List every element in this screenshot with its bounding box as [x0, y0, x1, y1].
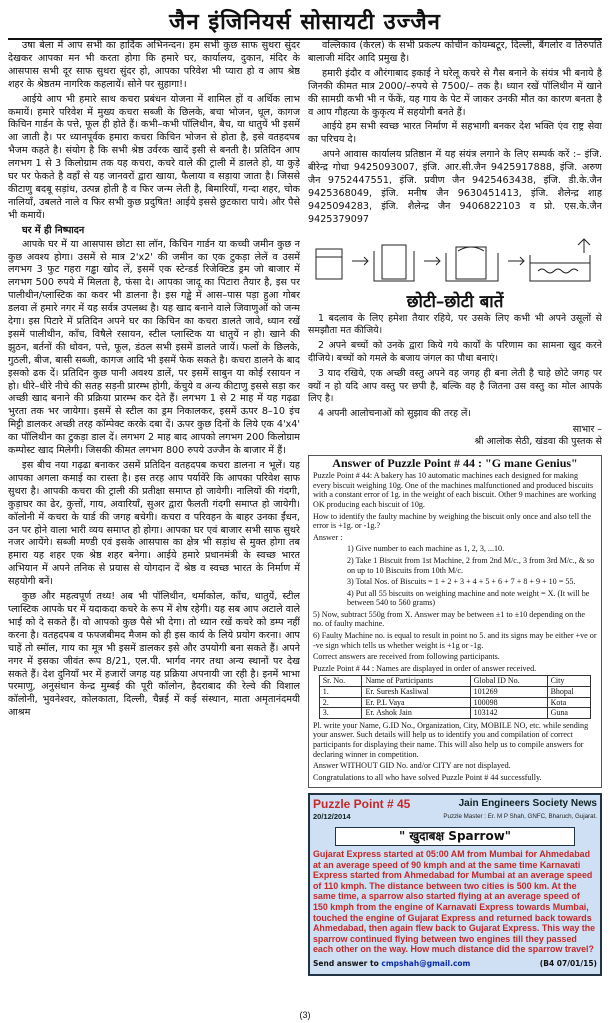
- tip-item: 2 अपने बच्चों को उनके द्वारा किये गये कार्यों के परिणाम का सामना खुद करने दीजिये। बच्चों को गमले के बजाय जंगल का पौधा बनाएं।: [308, 340, 602, 364]
- column-header: City: [547, 676, 591, 687]
- credit-source: श्री आलोक सेठी, खंडवा की पुस्तक से: [474, 436, 602, 448]
- table-cell: Guna: [547, 708, 591, 719]
- puzzle-45-question: Gujarat Express started at 05:00 AM from Mumbai for Ahmedabad at an average speed of 90 kmph and at the same time Karnavati Express started from Ahmedabad for Mumbai at an average speed of 110 kmph. The distance between two cities is 500 km. At the same time, a sparrow also started flying at an average speed of 150 kmph from the engine of Karnavati Express towards Mumbai, touched the engine of Gujarat Express and returned back towards Ahmedabad, then again flew back to Gujarat Express. This way the sparrow continued flying between two engines till they passed each other on the way. How much distance did the sparrow travel?: [313, 849, 596, 955]
- columns: [8, 40, 602, 1010]
- table-cell: 2.: [319, 697, 362, 708]
- table-cell: Er. Suresh Kasliwal: [362, 687, 470, 698]
- article-paragraph: हमारी इंदौर व औरंगाबाद इकाई ने घरेलू कचरे से गैस बनाने के संयंत्र भी बनाये है जिनकी कीमत मात्र 2000/–रुपये से 7500/– तक है। ध्यान रखें पॉलिथीन में खाने की सामग्री कभी भी न फेंकें, यह गाय के पेट में जाकर उनकी मौत का कारण बनता है व आप गौहत्या के कुकृत्य में सहयोगी बनते हैं।: [308, 67, 602, 118]
- puzzle-45-heading: [313, 798, 410, 824]
- table-row: [319, 697, 591, 708]
- section-subhead: घर में ही निष्पादन: [22, 224, 85, 236]
- tip-item: 3 याद रखिये, एक अच्छी वस्तु अपने वह जगह ही बना लेती है चाहे छोटे जगह पर क्यों न हो यदि आप वस्तु पर छपी है, बल्कि वह है जितना उस वस्तु का मोल आपके लिए है।: [308, 368, 602, 404]
- table-cell: Bhopal: [547, 687, 591, 698]
- table-cell: Kota: [547, 697, 591, 708]
- table-row: [319, 687, 591, 698]
- email-link[interactable]: cmpshah@gmail.com: [381, 959, 471, 969]
- tips-list: [308, 313, 602, 421]
- answer-step: 6) Faulty Machine no. is equal to result in point no 5. and its signs may be either +ve or -ve sign which tells us whether weight is +1g or -1g.: [313, 631, 597, 650]
- puzzle-note: Pl. write your Name, G.ID No., Organization, City, MOBILE NO, etc. while sending your answer. Such details will help us to identify you and compilation of correct participants for displaying their name. This will also help us to compile answers for declaring winner in competition.: [313, 720, 589, 759]
- right-column: [308, 40, 602, 1010]
- tip-item: 4 अपनी आलोचनाओं को सुझाव की तरह लें।: [318, 408, 471, 420]
- puzzle-44-title: Answer of Puzzle Point # 44 : "G mane Genius": [332, 455, 578, 470]
- article-paragraph: कुछ और महत्वपूर्ण तथ्य! अब भी पॉलिथीन, थर्माकोल, काँच, धातुयें, स्टील प्लास्टिक आपके घर में यदाकदा कचरे के रूप में शेष रहेगी। यह सब आप अटाले वाले भाई को दे सकते हैं। वो आपको कुछ पैसे भी देगा। तो ध्यान रखें कचरे को डम्प नहीं करना है। वतहदपब व फपजबीमद मैजम को ही इस कार्य के लिये प्रयोग करना। आप चाहें तो स्मॉल, गाय का मूत्र भी इसमें डालकर इसे और उपयोगी बना सकते हैं। अपने नगर में इसका जीवंत रूप 8/21, एल.पी. भार्गव नगर तथा अन्य स्थानों पर देख सकते हैं। देश दुनियाँ भर में हजारों जगह यह प्रक्रिया अपनायी जा रही है। इनमें भाभा परमाणु, अनुसंधान केन्द्र मुम्बई की पूरी कॉलोन, हैदराबाद की रेल्वे की विशाल कॉलोनी, भुवनेश्वर, कोलकाता, दिल्ली, चैन्नई में कई संस्थान, माता अमृतानंदमयी आश्रम: [8, 591, 300, 719]
- issue-code: (B4 07/01/15): [539, 959, 597, 969]
- table-header-row: [319, 676, 591, 687]
- table-cell: 101269: [470, 687, 547, 698]
- table-cell: 3.: [319, 708, 362, 719]
- answer-step: 4) Put all 55 biscuits on weighing machine and note weight = X. (It will be between 540 to 560 grams): [347, 588, 590, 608]
- send-answer-line: [313, 958, 470, 971]
- table-cell: Er. P.L Vaya: [362, 697, 470, 708]
- puzzle-45-brand-block: [443, 798, 597, 824]
- left-column: [8, 40, 300, 1010]
- newsletter-brand: Jain Engineers Society News: [458, 798, 597, 810]
- contact-paragraph: अपने आवास कार्यालय प्रतिष्ठान में यह संयंत्र लगाने के लिए सम्पर्क करें :– इंजि. बीरेन्द्र गोधा 9425093007, इंजि. आर.सी.जैन 9425917888, इंजि. अरुण जैन 9752447551, इंजि. प्रवीण जैन 9425463438, इंजि. डी.के.जैन 9425368049, इंजि. मनीष जैन 9630451413, इंजि. शैलेन्द्र शाह 9425094283, इंजि. शैलेन्द्र जैन 9406822103 व प्रो. एस.के.जैन 9425379097: [308, 149, 602, 225]
- article-paragraph: आईये हम सभी स्वच्छ भारत निर्माण में सहभागी बनकर देश भक्ति एंव राष्ट्र सेवा का परिचय दे।: [308, 121, 602, 146]
- answer-step: 1) Give number to each machine as 1, 2, 3, ...10.: [347, 544, 505, 554]
- answer-step: Puzzle Point # 44 : Names are displayed in order of answer received.: [313, 663, 537, 673]
- puzzle-note: Congratulations to all who have solved Puzzle Point # 44 successfully.: [313, 772, 542, 782]
- puzzle-question: How to identify the faulty machine by weighing the biscuit only once and also tell the error is +1g. or -1g.?: [313, 511, 592, 531]
- table-cell: 1.: [319, 687, 362, 698]
- puzzle-45-title: Puzzle Point # 45: [313, 797, 411, 812]
- credit-label: साभार –: [572, 423, 602, 435]
- article-paragraph: आईये आप भी हमारे साथ कचरा प्रबंधन योजना में शामिल हों व अर्थिक लाभ कमायें। हमारे परिवेश में मुख्य कचरा सब्जी के छिलके, बचा भोजन, धूल, कागज किचिन गार्डन के पत्ते, फूल ही होते हैं। कभी–कभी पॉलिथीन, बैच, या धातुयें भी इसमें आ जाती है। पर ध्यानपूर्वक हमारा कचरा किचिन भोजन से होता है, इसे वतहदपब भैजम कहते है। संयोग है कि सभी श्रेष्ठ उर्वरक खादें इसी से बनती है। प्रतिदिन आप लगभग 1 से 3 किलोग्राम तक यह कचरा, कचरे वाले की ट्राली में डालते हो, या कुड़े घर पर फेकते है वहाँ से यह जानवरों द्वारा खाया, फैलाया व सड़ाया जाता है। जिससे कीटाणु बदबू सड़ांध, उत्पन्न होती है व फिर जन्म लेती है, बिमारियाँ, गन्दा शहर, चोक नालियाँ, उबलते नाले व फिर सभी कुछ प्रदुषित! आईये इससे छुटकारा पाये। और पैसे भी कमायें।: [8, 93, 300, 221]
- answer-step: 3) Total Nos. of Biscuits = 1 + 2 + 3 + 4 + 5 + 6 + 7 + 8 + 9 + 10 = 55.: [347, 577, 576, 587]
- puzzle-45-footer: [313, 958, 597, 971]
- participants-table: [319, 675, 592, 718]
- puzzle-45-box: [308, 793, 602, 976]
- answer-step: 5) Now, subtract 550g from X. Answer may be between ±1 to ±10 depending on the no. of faulty machine.: [313, 609, 586, 629]
- tips-credit: [308, 424, 602, 449]
- article-paragraph: उषा बेला में आप सभी का हार्दिक अभिनन्दन। हम सभी कुछ साफ सुथरा सुंदर देखकर आपका मन भी करता होगा कि हमारे घर, कार्यालय, दुकान, मंदिर के आसपास सभी दूर साफ सुथरा सुंदर हो, आपका परिवेश भी प्यारा हो व आप श्रेष्ठ शहर के श्रेष्ठतम नागरिक कहलायें। सोने पर सुहागा!।: [8, 40, 300, 90]
- table-row: [319, 708, 591, 719]
- table-cell: Er. Ashok Jain: [362, 708, 470, 719]
- column-header: Global ID No.: [470, 676, 547, 687]
- answer-step: 2) Take 1 Biscuit from 1st Machine, 2 from 2nd M/c., 3 from 3rd M/c., & so on up to 10 Biscuits from 10th M/c.: [347, 555, 595, 575]
- puzzle-note: Answer WITHOUT GID No. and/or CITY are not displayed.: [313, 761, 511, 771]
- article-paragraph: इस बीच नया गढ़ढा बनाकर उसमें प्रतिदिन वतहदपब कचरा डालना न भूलें। यह आपका अगला कमाई का रास्ता है। इस तरह आप पर्यावेंरे कि आपका परिवेश साफ सुथरा है। आपकी कचरा की ट्राली की प्रतीक्षा समाप्त हो जावेगी। नालियों की गंदगी, कुड़ाघर का ढेर, कुत्तों, गाय, अवारियाँ, सुअर द्वारा फैलती गंदगी समाप्त हो जायेगी। कॉलोनी में कचरा के यार्ड की जगह बचेगी। कचरा व परिवहन के बाहर उनका ईंधन, उन पर होने वाला भारी व्यय समाप्त हो होगा। आपका घर एवं बाजार सभी साफ सुथरे नजर आयेंगे। सब्जी मण्डी एवं इसके आसपास का क्षेत्र भी सड़ांध से मुक्त होगा तब हमारा यह शहर एक श्रेष्ठ शहर बनेगा। आईये हमारे प्रधानमंत्री के स्वच्छ भारत अभियान में अपने तनिक से प्रयास से योगदान दें श्रेष्ठ व स्वच्छ भारत के निर्माण में सहयोगी बनें।: [8, 460, 300, 588]
- puzzle-45-date: 20/12/2014: [313, 812, 351, 822]
- compost-pit-sketch: [308, 231, 602, 289]
- puzzle-45-header: [313, 798, 597, 824]
- column-header: Name of Participants: [362, 676, 470, 687]
- page-number: (3): [299, 1010, 311, 1020]
- column-header: Sr. No.: [319, 676, 362, 687]
- puzzle-45-subject: " खुदाबक्ष Sparrow": [335, 827, 576, 846]
- article-paragraph: आपके घर में या आसपास छोटा सा लॉन, किचिन गार्डन या कच्ची जमीन कुछ न कुछ अवश्य होगा। उसमें से मात्र 2'x2' की जमीन का एक टुकड़ा लेलें व उसमें लगभग 3 फुट गहरा गड्ढा खोद लें, इसमें एक स्टेन्डर्ड रिजेक्टिड ड्रम जो बाजार में लगभग 500 रुपये में मिलता है, फंसा दे। आपका जादू का पिटारा तैयार है, इस पर पालीथीन/प्लास्टिक का कवर भी डालना है। इस गड्ढे में आस–पास पड़ा हुआ गोबर डलवा लें हमारे नगर में यह सर्वत्र उपलब्ध है। यह खाद बनाने वाले जिवाणुओं को जन्म देगा। इस पिटारे में प्रतिदिन अपने घर का किचिन का कचरा डालते जावे, ध्यान रखें इसमें पालीथीन, काँच, विषैले रसायन, स्टील प्लास्टिक या धातुयें न हो। खाने की झुठन, बर्तनों की धोवन, पत्ते, फूल, डंठल सभी इसमें डालते जायें। फलों के छिलके, गुठली, बीज, बासी सब्जी, कागज आदि भी इसमें फेक सकते है। कचरा डालने के बाद इसको ढक दें। प्रतिदिन कुछ पानी अवश्य डालें, पर इसमें साबुन या कोई रसायन न हो। धीरे–धीरे नीचे की सतह सड़नी प्रारम्भ होगी, केंचुये व अन्य कीटाणु इससे सड़ा कर अच्छी खाद बनाने की प्रक्रिया प्रारम्भ कर देते हैं। लगभग 1 से 2 माह में यह गढ़ढा भुरता तक भर जायेगा। इसमें से स्टील का ड्रम निकालकर, इसमें ऊपर 8–10 इंच मिट्टी डालकर अच्छी तरह कॉम्पेक्ट करके दबा दें। ऊपर कुछ दिनों के लिये एक 4'x4' का पॉलिथीन का टुकड़ा डाल दें। लगभग 2 माह बाद आपको लगभग 200 किलोग्राम कम्पोस्ट खाद मिलेगी। जिसकी कीमत लगभग 800 रुपये उज्जैन के बाजार में हैं।: [8, 238, 300, 457]
- send-answer-label: Send answer to: [313, 959, 379, 969]
- answer-step: Correct answers are received from following participants.: [313, 652, 500, 662]
- table-cell: 103142: [470, 708, 547, 719]
- puzzle-master: Puzzle Master : Er. M P Shah, GNFC, Bharuch, Gujarat.: [443, 813, 597, 821]
- article-paragraph: वल्लिकाव (केरल) के सभी प्रकल्प कोचीन कोयम्बटूर, दिल्ली, बैंगलोर व तिरुपति बालाजी मंदिर आदि प्रमुख है।: [308, 40, 602, 64]
- tips-title: छोटी–छोटी बातें: [406, 291, 504, 312]
- puzzle-44-answer-box: [308, 455, 602, 789]
- answer-label: Answer :: [313, 532, 343, 542]
- tip-item: 1 बदलाव के लिए हमेशा तैयार रहिये, पर उसके लिए कभी भी अपने उसूलों से समझौता मत कीजिये।: [308, 312, 602, 336]
- masthead-title: जैन इंजिनियर्स सोसायटी उज्जैन: [8, 4, 602, 40]
- puzzle-question: Puzzle Point # 44: A bakery has 10 automatic machines each designed for making every biscuit weighing 10g. One of the machines malfunctioned and produced biscuits with a constant error of 1g. in the weight of each biscuit. Other 9 machines are working OK producing each biscuit of 10g.: [313, 471, 597, 509]
- table-cell: 100098: [470, 697, 547, 708]
